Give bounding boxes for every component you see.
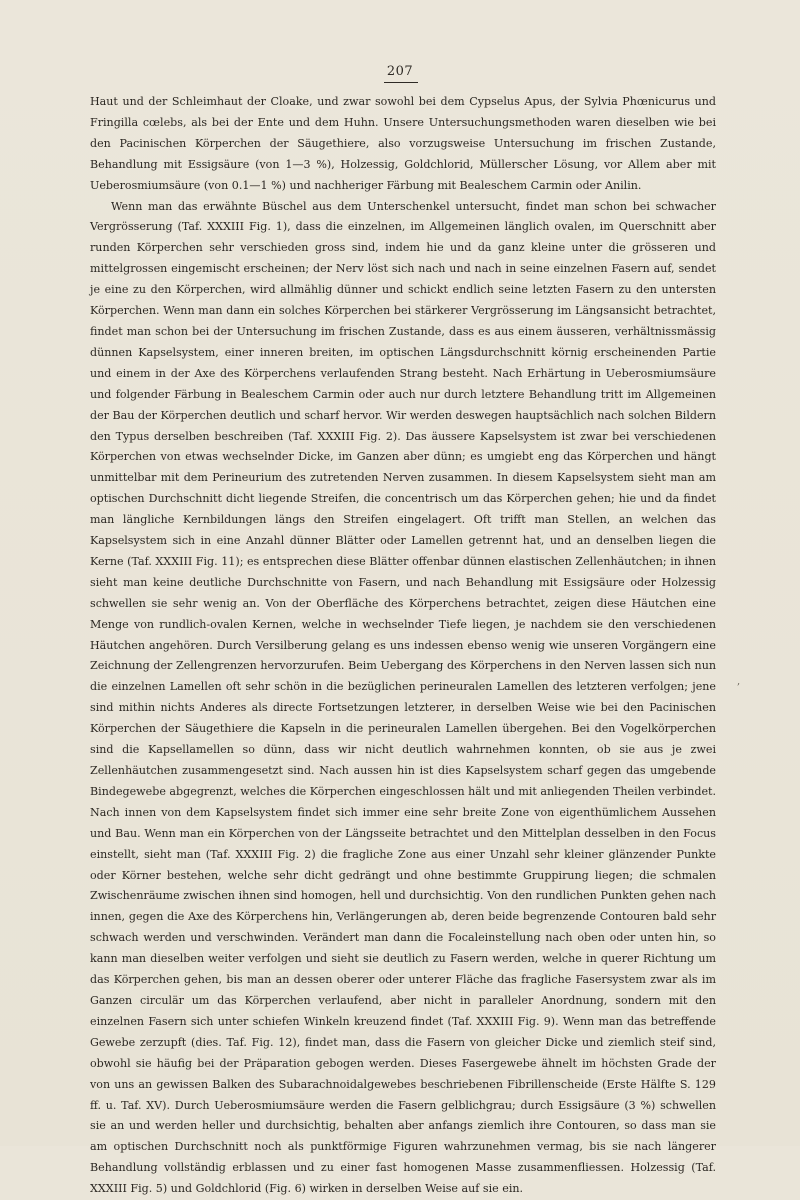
paragraph-1: Haut und der Schleimhaut der Cloake, und zwar sowohl bei dem Cypselus Apus, der Sylvia Phœnicurus und Fringilla cœlebs, als bei der Ente und dem Huhn. Unsere Untersuchungsmethoden waren dieselben wie bei den Pacinischen Körperchen der Säugethiere, also vorzugsweise Untersuchung im frischen Zustande, Behandlung mit Essigsäure (von 1—3 %), Holzessig, Goldchlorid, Müllerscher Lösung, vor Allem aber mit Ueberosmiumsäure (von 0.1—1 %) und nachheriger Färbung mit Bealeschem Carmin oder Anilin. [90,95,716,192]
paragraph-2: Wenn man das erwähnte Büschel aus dem Unterschenkel untersucht, findet man schon bei schwacher Vergrösserung (Taf. XXXIII Fig. 1), dass die einzelnen, im Allgemeinen länglich ovalen, im Querschnitt aber runden Körperchen sehr verschieden gross sind, indem hie und da ganz kleine unter die grösseren und mittelgrossen eingemischt erscheinen; der Nerv löst sich nach und nach in seine einzelnen Fasern auf, sendet je eine zu den Körperchen, wird allmählig dünner und schickt endlich seine letzten Fasern zu den untersten Körperchen. Wenn man dann ein solches Körperchen bei stärkerer Vergrösserung im Längsansicht betrachtet, findet man schon bei der Untersuchung im frischen Zustande, dass es aus einem äusseren, verhältnissmässig dünnen Kapselsystem, einer inneren breiten, im optischen Längsdurchschnitt körnig erscheinenden Partie und einem in der Axe des Körperchens verlaufenden Strang besteht. Nach Erhärtung in Ueberosmiumsäure und folgender Färbung in Bealeschem Carmin oder auch nur durch letztere Behandlung tritt im Allgemeinen der Bau der Körperchen deutlich und scharf hervor. Wir werden deswegen hauptsächlich nach solchen Bildern den Typus derselben beschreiben (Taf. XXXIII Fig. 2). Das äussere Kapselsystem ist zwar bei verschiedenen Körperchen von etwas wechselnder Dicke, im Ganzen aber dünn; es umgiebt eng das Körperchen und hängt unmittelbar mit dem Perineurium des zutretenden Nerven zusammen. In diesem Kapselsystem sieht man am optischen Durchschnitt dicht liegende Streifen, die concentrisch um das Körperchen gehen; hie und da findet man längliche Kernbildungen längs den Streifen eingelagert. Oft trifft man Stellen, an welchen das Kapselsystem sich in eine Anzahl dünner Blätter oder Lamellen getrennt hat, und an denselben liegen die Kerne (Taf. XXXIII Fig. 11); es entsprechen diese Blätter offenbar dünnen elastischen Zellenhäutchen; in ihnen sieht man keine deutliche Durchschnitte von Fasern, und nach Behandlung mit Essigsäure oder Holzessig schwellen sie sehr wenig an. Von der Oberfläche des Körperchens betrachtet, zeigen diese Häutchen eine Menge von rundlich-ovalen Kernen, welche in wechselnder Tiefe liegen, je nachdem sie den verschiedenen Häutchen angehören. Durch Versilberung gelang es uns indessen ebenso wenig wie unseren Vorgängern eine Zeichnung der Zellengrenzen hervorzurufen. Beim Uebergang des Körperchens in den Nerven lassen sich nun die einzelnen Lamellen oft sehr schön in die bezüglichen perineuralen Lamellen des letzteren verfolgen; jene sind mithin nichts Anderes als directe Fortsetzungen letzterer, in derselben Weise wie bei den Pacinischen Körperchen der Säugethiere die Kapseln in die perineuralen Lamellen übergehen. Bei den Vogelkörperchen sind die Kapsellamellen so dünn, dass wir nicht deutlich wahrnehmen konnten, ob sie aus je zwei Zellenhäutchen zusammengesetzt sind. Nach aussen hin ist dies Kapselsystem scharf gegen das umgebende Bindegewebe abgegrenzt, welches die Körperchen eingeschlossen hält und mit anliegenden Theilen verbindet. Nach innen von dem Kapselsystem findet sich immer eine sehr breite Zone von eigenthümlichem Aussehen und Bau. Wenn man ein Körperchen von der Längsseite betrachtet und den Mittelplan desselben in den Focus einstellt, sieht man (Taf. XXXIII Fig. 2) die fragliche Zone aus einer Unzahl sehr kleiner glänzender Punkte oder Körner bestehen, welche sehr dicht gedrängt und ohne bestimmte Gruppirung liegen; die schmalen Zwischenräume zwischen ihnen sind homogen, hell und durchsichtig. Von den rundlichen Punkten gehen nach innen, gegen die Axe des Körperchens hin, Verlängerungen ab, deren beide begrenzende Contouren bald sehr schwach werden und verschwinden. Verändert man dann die Focaleinstellung nach oben oder unten hin, so kann man dieselben weiter verfolgen und sieht sie deutlich zu Fasern werden, welche in querer Richtung um das Körperchen gehen, bis man an dessen oberer oder unterer Fläche das fragliche Fasersystem zwar als im Ganzen circulär um das Körperchen verlaufend, aber nicht in paralleler Anordnung, sondern mit den einzelnen Fasern sich unter schiefen Winkeln kreuzend findet (Taf. XXXIII Fig. 9). Wenn man das betreffende Gewebe zerzupft (dies. Taf. Fig. 12), findet man, dass die Fasern von gleicher Dicke und ziemlich steif sind, obwohl sie häufig bei der Präparation gebogen werden. Dieses Fasergewebe ähnelt im höchsten Grade der von uns an gewissen Balken des Subarachnoidalgewebes beschriebenen Fibrillenscheide (Erste Hälfte S. 129 ff. u. Taf. XV). Durch Ueberosmiumsäure werden die Fasern gelblichgrau; durch Essigsäure (3 %) schwellen sie an und werden heller und durchsichtig, behalten aber anfangs ziemlich ihre Contouren, so dass man sie am optischen Durchschnitt noch als punktförmige Figuren wahrzunehmen vermag, bis sie nach längerer Behandlung vollständig erblassen und zu einer fast homogenen Masse zusammenfliessen. Holzessig (Taf. XXXIII Fig. 5) und Goldchlorid (Fig. 6) wirken in derselben Weise auf sie ein. [90,199,716,1196]
margin-speck: , [737,676,741,687]
page-number-underline [384,82,418,83]
page-number: 207 [386,64,414,79]
body-text [90,92,716,1200]
